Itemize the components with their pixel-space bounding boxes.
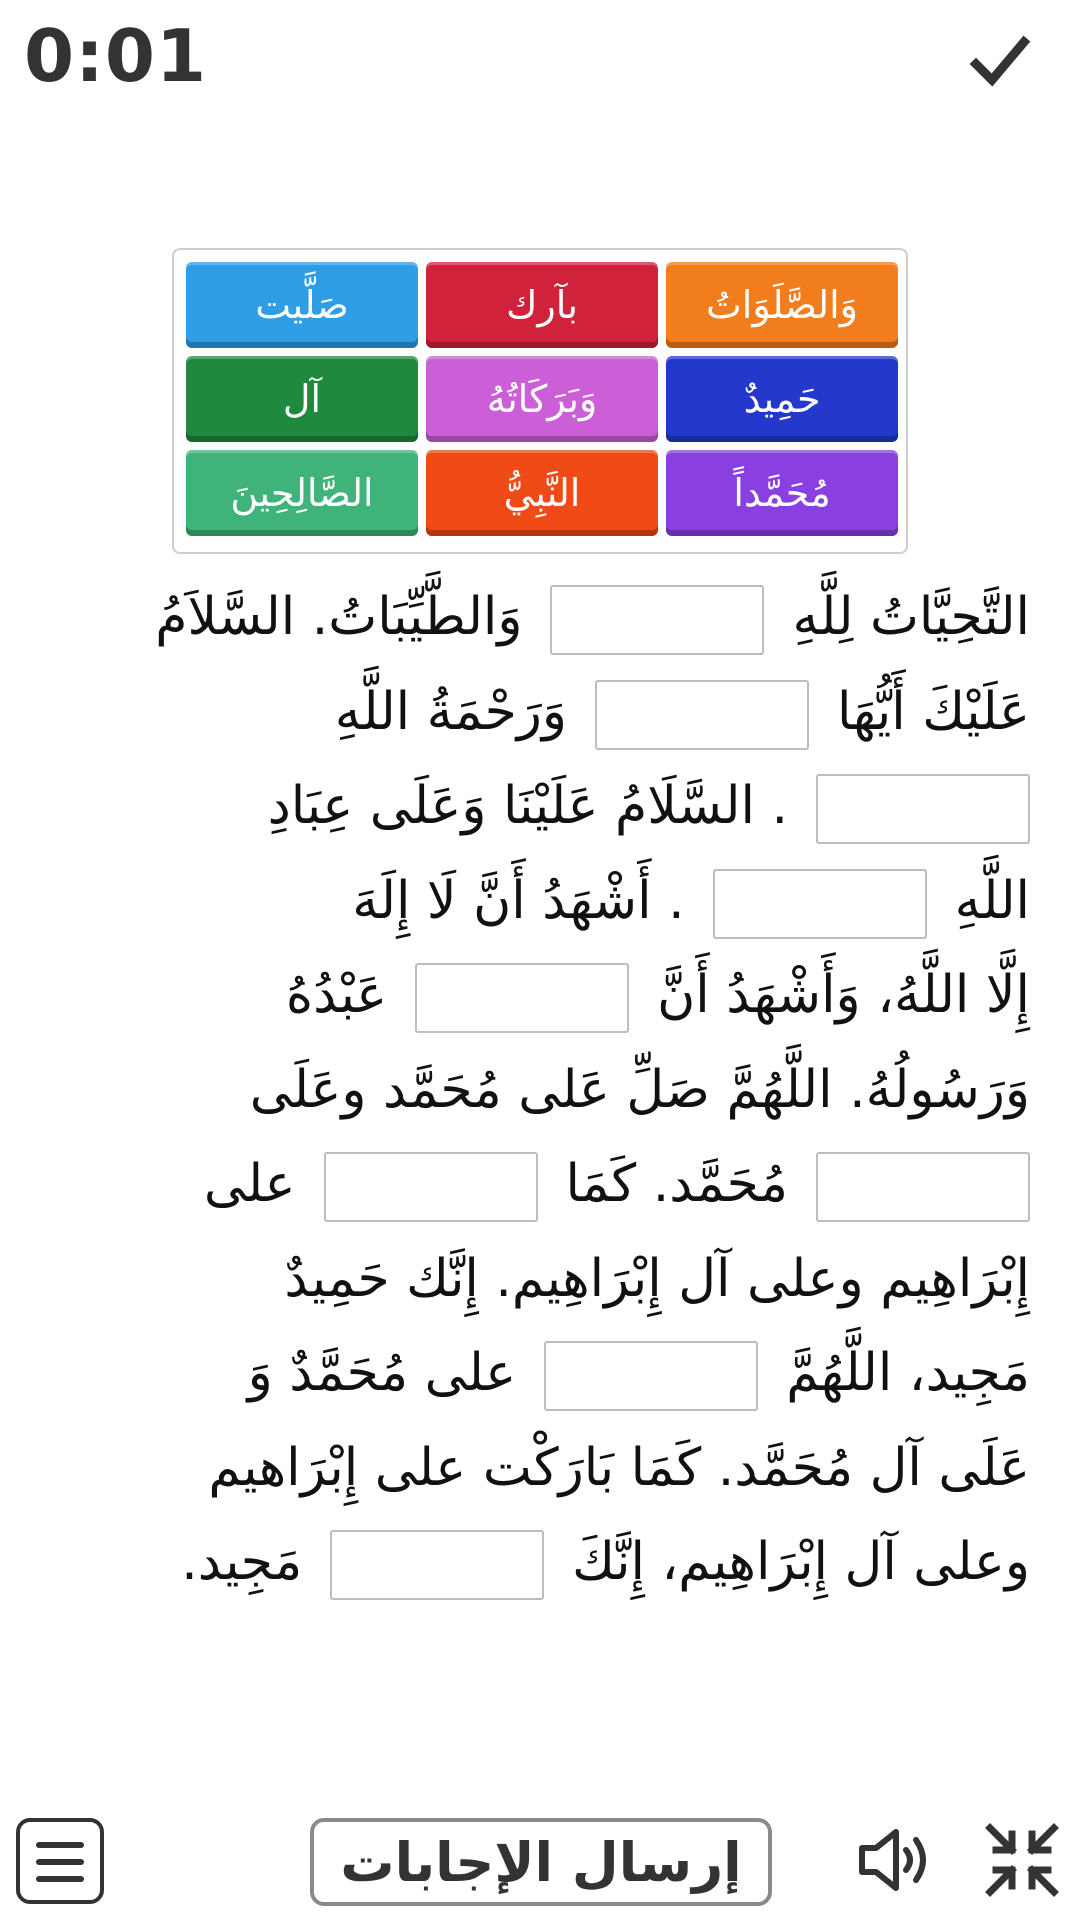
passage-line: مَجِيد، اللَّهُمَّعلى مُحَمَّدٌ وَ	[50, 1326, 1030, 1421]
checkmark-icon[interactable]	[968, 30, 1032, 94]
answer-blank[interactable]	[816, 774, 1030, 844]
passage-line: التَّحِيَّاتُ لِلَّهِوَالطَّيِّبَاتُ. السَّلاَمُ	[50, 570, 1030, 665]
passage-line: وعلى آل إِبْرَاهِيم، إِنَّكَمَجِيد.	[50, 1515, 1030, 1610]
word-tile[interactable]: النَّبِيُّ	[426, 450, 658, 536]
passage-line: إِلَّا اللَّهُ، وَأَشْهَدُ أَنَّعَبْدُهُ	[50, 948, 1030, 1043]
timer: 0:01	[24, 14, 208, 98]
word-tile[interactable]: الصَّالِحِينَ	[186, 450, 418, 536]
passage-line: مُحَمَّد. كَمَاعلى	[50, 1137, 1030, 1232]
answer-blank[interactable]	[415, 963, 629, 1033]
speaker-icon[interactable]	[856, 1820, 936, 1900]
passage-line: عَلَى آل مُحَمَّد. كَمَا بَارَكْت على إِبْرَاهيم	[208, 1437, 1030, 1498]
submit-answers-button[interactable]: إرسال الإجابات	[310, 1818, 772, 1906]
answer-blank[interactable]	[550, 585, 764, 655]
passage-line: . السَّلَامُ عَلَيْنَا وَعَلَى عِبَادِ	[50, 759, 1030, 854]
word-tile[interactable]: مُحَمَّداً	[666, 450, 898, 536]
answer-blank[interactable]	[595, 680, 809, 750]
answer-blank[interactable]	[544, 1341, 758, 1411]
hamburger-menu-icon[interactable]	[16, 1818, 104, 1904]
passage-line: وَرَسُولُهُ. اللَّهُمَّ صَلِّ عَلى مُحَمَّد وعَلَى	[249, 1059, 1030, 1120]
word-tile[interactable]: حَمِيدٌ	[666, 356, 898, 442]
word-tile[interactable]: وَالصَّلَوَاتُ	[666, 262, 898, 348]
word-tile[interactable]: صَلَّيت	[186, 262, 418, 348]
fill-in-passage	[50, 570, 1030, 1610]
passage-line: اللَّهِ. أَشْهَدُ أَنَّ لَا إِلَهَ	[50, 854, 1030, 949]
answer-blank[interactable]	[713, 869, 927, 939]
answer-blank[interactable]	[324, 1152, 538, 1222]
answer-blank[interactable]	[330, 1530, 544, 1600]
answer-blank[interactable]	[816, 1152, 1030, 1222]
bottom-toolbar	[0, 1800, 1080, 1920]
word-bank	[172, 248, 908, 554]
word-tile[interactable]: آل	[186, 356, 418, 442]
passage-line: عَلَيْكَ أَيُّهَاوَرَحْمَةُ اللَّهِ	[50, 665, 1030, 760]
word-tile[interactable]: وَبَرَكَاتُهُ	[426, 356, 658, 442]
word-tile[interactable]: بآرك	[426, 262, 658, 348]
passage-line: إِبْرَاهِيم وعلى آل إِبْرَاهِيم. إِنَّك حَمِيدٌ	[284, 1248, 1030, 1309]
collapse-arrows-icon[interactable]	[982, 1820, 1062, 1900]
